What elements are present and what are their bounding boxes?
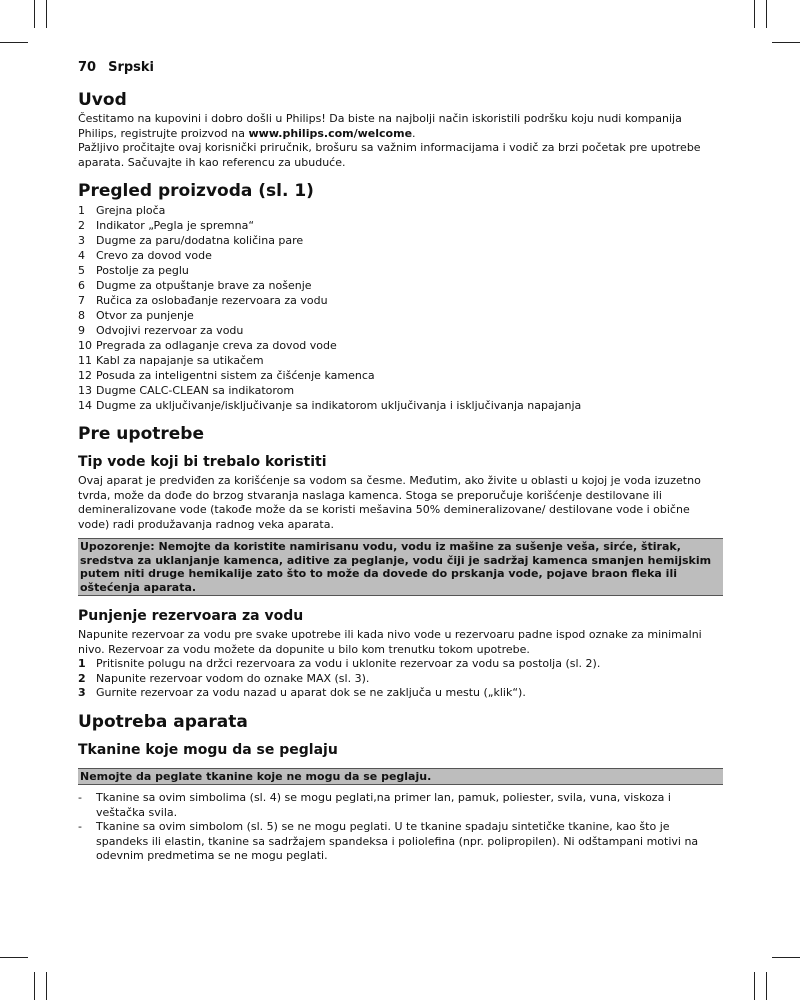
list-item: - Tkanine sa ovim simbolima (sl. 4) se mogu peglati,na primer lan, pamuk, poliester, svila, vuna, viskoza i veštačka svila. xyxy=(78,791,671,819)
crop-mark-tl-h xyxy=(0,42,28,43)
page-header xyxy=(78,60,723,75)
document-page xyxy=(78,60,723,864)
uvod-paragraph-1 xyxy=(78,112,723,141)
crop-mark-br-h xyxy=(772,957,800,958)
section-title-pregled: Pregled proizvoda (sl. 1) xyxy=(78,181,314,201)
crop-mark-tl-v1 xyxy=(34,0,35,28)
crop-mark-br-v1 xyxy=(754,972,755,1000)
step-item: 3 Gurnite rezervoar za vodu nazad u aparat dok se ne zaključa u mestu („klik“). xyxy=(78,686,526,699)
list-item: 13 Dugme CALC-CLEAN sa indikatorom xyxy=(78,384,295,397)
subsection-title-tkanine: Tkanine koje mogu da se peglaju xyxy=(78,741,338,758)
warning-box: Upozorenje: Nemojte da koristite namirisanu vodu, vodu iz mašine za sušenje veša, sirće, štirak, sredstva za uklanjanje kamenca, aditive za peglanje, vodu čiji je sadržaj kamenca smanjen hemijskim putem niti druge hemikalije zato što to može da dovede do prskanja vode, pojave braon fleka ili oštećenja aparata. xyxy=(78,538,723,596)
list-item: 9 Odvojivi rezervoar za vodu xyxy=(78,324,244,337)
philips-welcome-link[interactable]: www.philips.com/welcome xyxy=(248,126,413,140)
uvod-paragraph-2: Pažljivo pročitajte ovaj korisnički priručnik, brošuru sa važnim informacijama i vodič za brzi početak pre upotrebe aparata. Sačuvajte ih kao referencu za ubuduće. xyxy=(78,141,701,169)
page-number: 70 xyxy=(78,60,97,75)
step-item: 1 Pritisnite polugu na držci rezervoara za vodu i uklonite rezervoar za vodu sa postolja (sl. 2). xyxy=(78,657,601,670)
fill-steps-list xyxy=(78,657,723,701)
list-item: 2 Indikator „Pegla je spremna“ xyxy=(78,219,255,232)
crop-mark-tr-h xyxy=(772,42,800,43)
punjenje-paragraph: Napunite rezervoar za vodu pre svake upotrebe ili kada nivo vode u rezervoaru padne ispod oznake za minimalni nivo. Rezervoar za vodu možete da dopunite u bilo kom trenutku tokom upotrebe. xyxy=(78,628,702,656)
crop-mark-tl-v2 xyxy=(46,0,47,28)
list-item: 6 Dugme za otpuštanje brave za nošenje xyxy=(78,279,312,292)
list-item: 12 Posuda za inteligentni sistem za čišćenje kamenca xyxy=(78,369,375,382)
subsection-title-tip-vode: Tip vode koji bi trebalo koristiti xyxy=(78,454,327,470)
list-item: 4 Crevo za dovod vode xyxy=(78,249,212,262)
crop-mark-bl-v1 xyxy=(34,972,35,1000)
fabric-note-box: Nemojte da peglate tkanine koje ne mogu da se peglaju. xyxy=(78,768,723,786)
uvod-p1-text: Čestitamo na kupovini i dobro došli u Philips! Da biste na najbolji način iskoristili podršku koju nudi kompanija Philips, registrujte proizvod na xyxy=(78,112,682,140)
list-item: 7 Ručica za oslobađanje rezervoara za vodu xyxy=(78,294,328,307)
crop-mark-tr-v2 xyxy=(766,0,767,28)
list-item: 3 Dugme za paru/dodatna količina pare xyxy=(78,234,304,247)
fabric-bullet-list xyxy=(78,791,723,864)
tip-vode-paragraph: Ovaj aparat je predviđen za korišćenje sa vodom sa česme. Međutim, ako živite u oblasti u kojoj je voda izuzetno tvrda, može da dođe do brzog stvaranja naslaga kamenca. Stoga se preporučuje korišćenje destilovane ili demineralizovane vode (takođe može da se koristi mešavina 50% demineralizovane/ destilovane vode i obične vode) radi produžavanja radnog veka aparata. xyxy=(78,474,701,531)
crop-mark-bl-h xyxy=(0,957,28,958)
step-item: 2 Napunite rezervoar vodom do oznake MAX (sl. 3). xyxy=(78,671,370,685)
crop-mark-tr-v1 xyxy=(754,0,755,28)
subsection-title-punjenje: Punjenje rezervoara za vodu xyxy=(78,608,304,624)
list-item: 11 Kabl za napajanje sa utikačem xyxy=(78,354,264,367)
section-title-upotreba: Upotreba aparata xyxy=(78,711,248,732)
list-item: 10 Pregrada za odlaganje creva za dovod vode xyxy=(78,339,337,352)
list-item: 14 Dugme za uključivanje/isključivanje sa indikatorom uključivanja i isključivanja napajanja xyxy=(78,399,582,412)
list-item: 8 Otvor za punjenje xyxy=(78,309,194,322)
crop-mark-bl-v2 xyxy=(46,972,47,1000)
section-title-pre-upotrebe: Pre upotrebe xyxy=(78,424,204,444)
list-item: - Tkanine sa ovim simbolom (sl. 5) se ne mogu peglati. U te tkanine spadaju sintetičke tkanine, kao što je spandeks ili elastin, tkanine sa sadržajem spandeksa i poliolefina (npr. polipropilen). Ni odštampani motivi na odevnim predmetima se ne mogu peglati. xyxy=(78,820,699,862)
section-title-uvod: Uvod xyxy=(78,90,127,110)
crop-mark-br-v2 xyxy=(766,972,767,1000)
product-overview-list xyxy=(78,203,723,413)
list-item: 5 Postolje za peglu xyxy=(78,264,189,277)
list-item: 1 Grejna ploča xyxy=(78,204,166,217)
page-language: Srpski xyxy=(108,60,155,75)
uvod-p1-end: . xyxy=(412,126,416,140)
